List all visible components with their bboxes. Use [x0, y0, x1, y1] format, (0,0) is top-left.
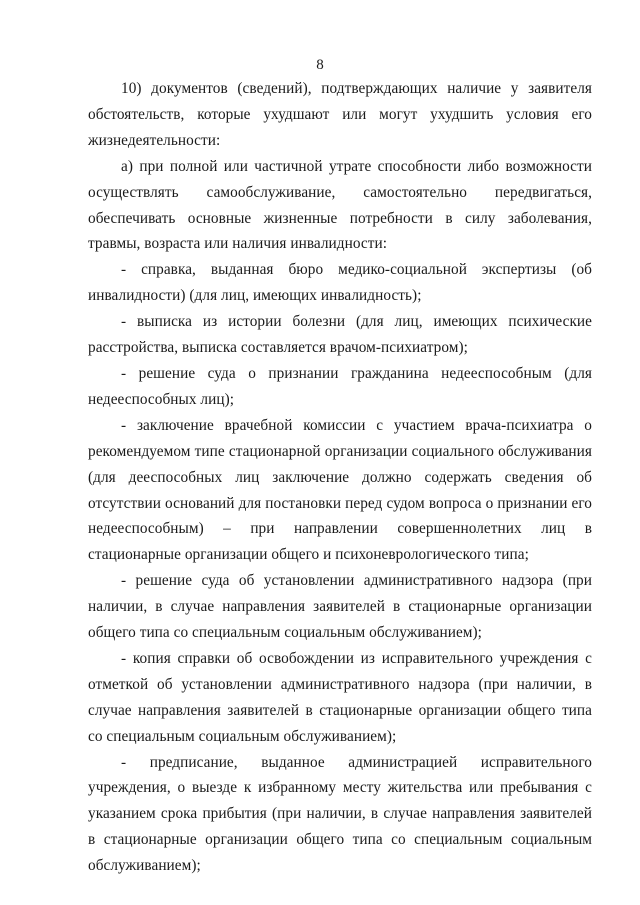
list-item-release-certificate-copy: - копия справки об освобождении из исправительного учреждения с отметкой об установлении административного надзора (при наличии, в случае направления заявителей в стационарные организации общего типа со специальным социальным обслуживанием);: [88, 649, 592, 745]
list-item-correctional-prescription: - предписание, выданное администрацией исправительного учреждения, о выезде к избранному месту жительства или пребывания с указанием срока прибытия (при наличии, в случае направления заявителей в стационарные организации общего типа со специальным социальным обслуживанием);: [88, 753, 592, 875]
list-item-disability-certificate: - справка, выданная бюро медико-социальной экспертизы (об инвалидности) (для лиц, имеющих инвалидность);: [88, 261, 592, 305]
list-item-court-incapacity-decision: - решение суда о признании гражданина недееспособным (для недееспособных лиц);: [88, 364, 592, 408]
paragraph-subitem-a: а) при полной или частичной утрате способности либо возможности осуществлять самообслуживание, самостоятельно передвигаться, обеспечивать основные жизненные потребности в силу заболевания, травмы, возраста или наличия инвалидности:: [88, 157, 592, 253]
document-body: [88, 76, 592, 879]
list-item-medical-history-extract: - выписка из истории болезни (для лиц, имеющих психические расстройства, выписка составляется врачом-психиатром);: [88, 313, 592, 357]
list-item-medical-commission-conclusion: - заключение врачебной комиссии с участием врача-психиатра о рекомендуемом типе стационарной организации социального обслуживания (для дееспособных лиц заключение должно содержать сведения об отсутствии оснований для постановки перед судом вопроса о признании его недееспособным) – при направлении совершеннолетних лиц в стационарные организации общего и психоневрологического типа;: [88, 416, 592, 564]
list-item-court-supervision-decision: - решение суда об установлении административного надзора (при наличии, в случае направления заявителей в стационарные организации общего типа со специальным социальным обслуживанием);: [88, 572, 592, 642]
paragraph-item-10-documents: 10) документов (сведений), подтверждающих наличие у заявителя обстоятельств, которые ухудшают или могут ухудшить условия его жизнедеятельности:: [88, 80, 592, 149]
page-number: 8: [316, 57, 324, 73]
